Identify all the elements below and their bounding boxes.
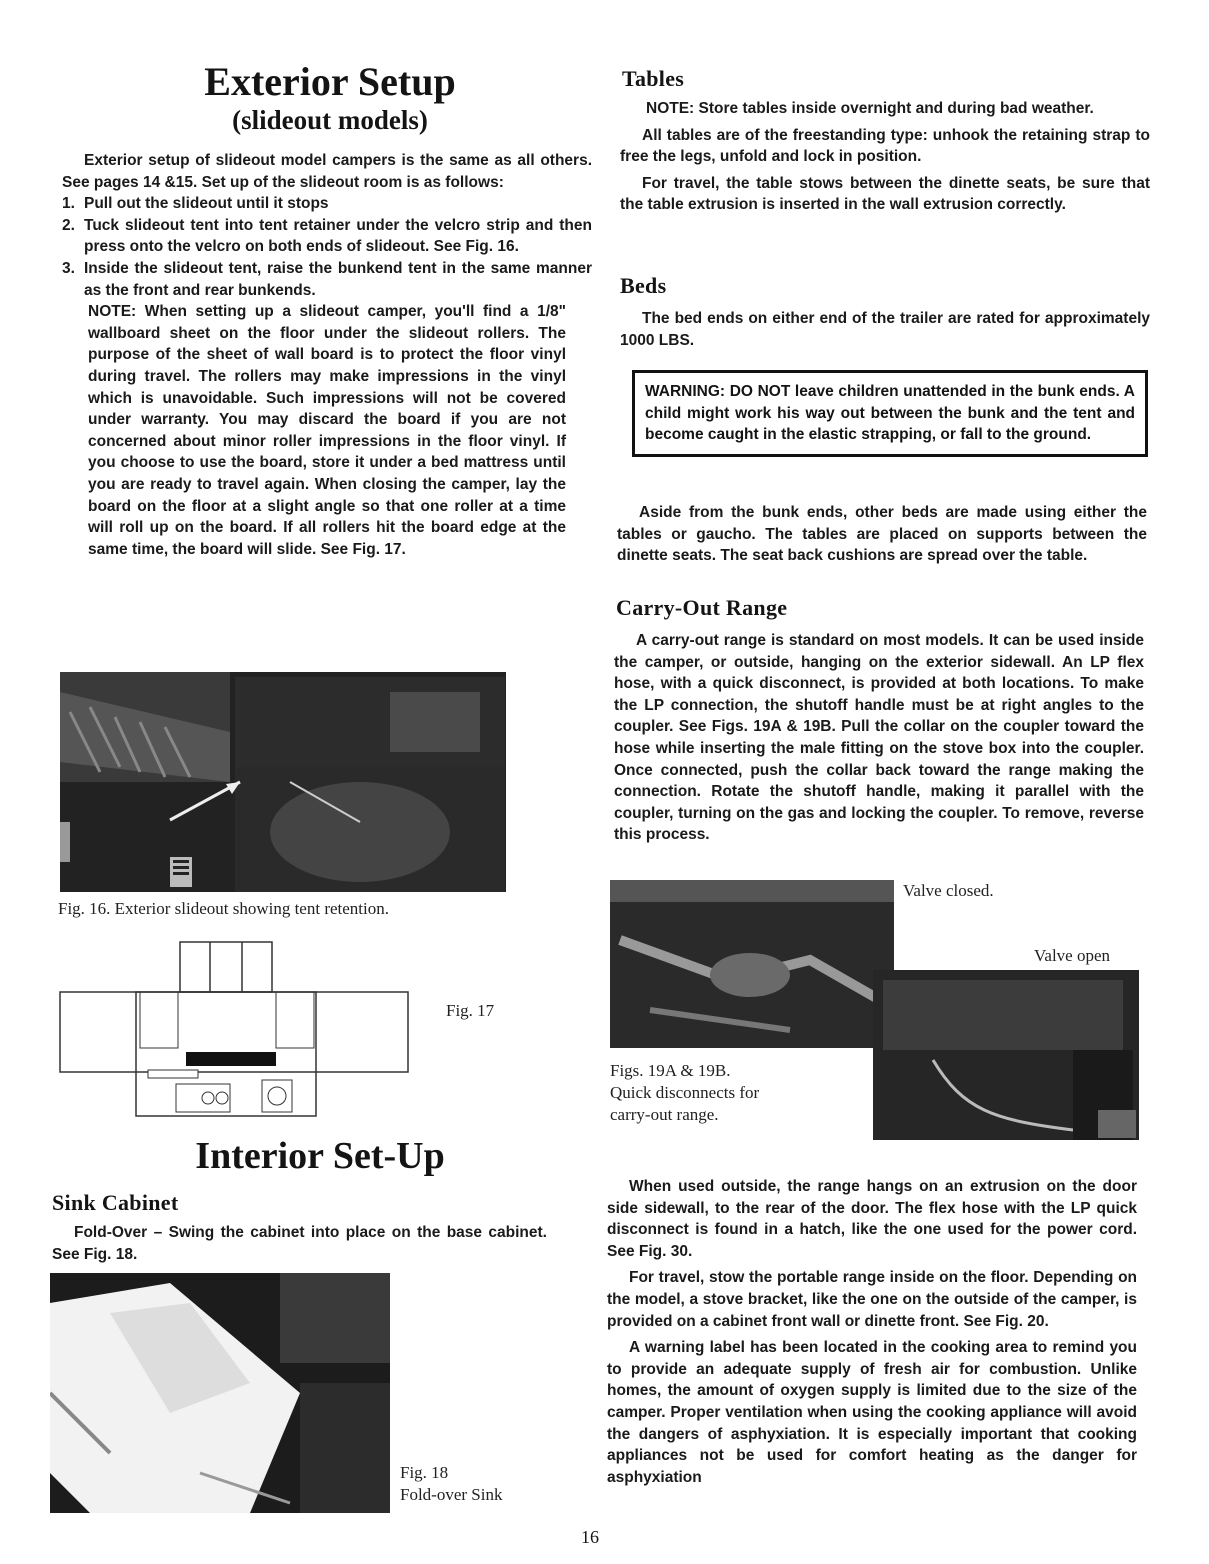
slideout-tent-image: [60, 672, 506, 892]
tables-heading: Tables: [622, 66, 685, 91]
beds-heading: Beds: [620, 273, 667, 298]
tables-note: NOTE: Store tables inside overnight and during bad weather.: [646, 100, 1094, 117]
range-p4: A warning label has been located in the cooking area to remind you to provide an adequate supply of fresh air for combustion. Unlike homes, the amount of oxygen supply is limited due to the size of the camper. Proper ventilation when using the cooking appliance will avoid the dangers of asphyxiation. It is especially important that cooking appliances not be used for comfort heating as the danger for asphyxiation: [607, 1339, 1137, 1486]
carry-out-range-heading: Carry-Out Range: [616, 595, 788, 620]
floorplan-image: [58, 940, 418, 1125]
beds-body-2: [617, 502, 1147, 567]
beds-body: [620, 308, 1150, 351]
fig18-caption-line1: Fig. 18: [400, 1463, 449, 1482]
fig16-caption: Fig. 16. Exterior slideout showing tent retention.: [58, 899, 389, 918]
fig19-caption-line1: Figs. 19A & 19B.: [610, 1061, 731, 1080]
range-body: [614, 630, 1144, 846]
slideout-note: NOTE: When setting up a slideout camper, you'll find a 1/8" wallboard sheet on the floor under the slideout rollers. The purpose of the sheet of wall board is to protect the floor vinyl during travel. The rollers may make impressions in the vinyl which is unavoidable. Such impressions will not be covered under warranty. You may discard the board if you are not concerned about minor roller impressions in the floor vinyl. If you choose to use the board, store it under a bed mattress until you are ready to travel again. When closing the camper, lay the board on the floor at a slight angle so that one roller at a time will roll up on the board. If all rollers hit the board edge at the same time, the board will slide. See Fig. 17.: [88, 303, 566, 558]
range-p1: A carry-out range is standard on most models. It can be used inside the camper, or outside, hanging on the exterior sidewall. An LP flex hose, with a quick disconnect, is provided at both locations. To make the LP connection, the shutoff handle must be at right angles to the coupler. See Figs. 19A & 19B. Pull the collar on the coupler toward the hose while inserting the male fitting on the stove box into the coupler. Once connected, push the collar back toward the range making the connection. Rotate the shutoff handle, making it parallel with the coupler, turning on the gas and locking the coupler. To remove, reverse this process.: [614, 632, 1144, 844]
page-number: 16: [581, 1527, 599, 1547]
exterior-steps: [62, 193, 592, 301]
step-1: 1. Pull out the slideout until it stops: [62, 195, 329, 213]
valve-open-label: Valve open: [1034, 946, 1111, 965]
fig19-caption: [610, 1060, 840, 1126]
fig17-caption: Fig. 17: [446, 1001, 495, 1020]
exterior-intro: Exterior setup of slideout model campers is the same as all others. See pages 14 &15. Set up of the slideout room is as follows:: [62, 152, 592, 191]
tables-p1: All tables are of the freestanding type: unhook the retaining strap to free the legs, unfold and lock in position.: [620, 126, 1150, 166]
fold-over-sink-image: [50, 1273, 390, 1513]
bunk-warning-box: WARNING: DO NOT leave children unattended in the bunk ends. A child might work his way out between the bunk and the tent and become caught in the elastic strapping, or fall to the ground.: [632, 370, 1148, 457]
beds-p1: The bed ends on either end of the trailer are rated for approximately 1000 LBS.: [620, 310, 1150, 349]
exterior-setup-title: Exterior Setup: [204, 59, 456, 104]
exterior-setup-subtitle: (slideout models): [232, 105, 428, 135]
range-p3: For travel, stow the portable range inside on the floor. Depending on the model, a stove bracket, like the one on the outside of the camper, is provided on a cabinet front wall or dinette front. See Fig. 20.: [607, 1269, 1137, 1330]
step-2: 2. Tuck slideout tent into tent retainer under the velcro strip and then press onto the velcro on both ends of slideout. See Fig. 16.: [62, 216, 592, 256]
fig19b-photo: [873, 970, 1139, 1140]
tables-body: [620, 98, 1150, 216]
sink-cabinet-body: [52, 1222, 547, 1265]
fig19-caption-line2: Quick disconnects for: [610, 1083, 760, 1102]
fig19-caption-line3: carry-out range.: [610, 1105, 719, 1124]
fig18-caption: [400, 1462, 560, 1506]
fig17-diagram: [58, 940, 418, 1125]
tables-p2: For travel, the table stows between the dinette seats, be sure that the table extrusion is inserted in the wall extrusion correctly.: [620, 174, 1150, 214]
valve-closed-image: [610, 880, 894, 1048]
valve-closed-label: Valve closed.: [903, 881, 994, 900]
fig18-caption-line2: Fold-over Sink: [400, 1485, 503, 1504]
sink-cabinet-heading: Sink Cabinet: [52, 1190, 179, 1215]
fig19a-photo: [610, 880, 894, 1048]
exterior-setup-body: [62, 150, 592, 560]
step-3: 3. Inside the slideout tent, raise the bunkend tent in the same manner as the front and rear bunkends.: [62, 259, 592, 299]
interior-setup-title: Interior Set-Up: [195, 1135, 445, 1177]
range-p2: When used outside, the range hangs on an extrusion on the door side sidewall, to the rear of the door. The flex hose with the LP quick disconnect is found in a hatch, like the one used for the power cord. See Fig. 30.: [607, 1178, 1137, 1260]
sink-cabinet-text: Fold-Over – Swing the cabinet into place on the base cabinet. See Fig. 18.: [52, 1224, 547, 1263]
beds-p2: Aside from the bunk ends, other beds are made using either the tables or gaucho. The tables are placed on supports between the dinette seats. The seat back cushions are spread over the table.: [617, 504, 1147, 565]
fig16-photo: [60, 672, 506, 892]
valve-open-image: [873, 970, 1139, 1140]
fig18-photo: [50, 1273, 390, 1513]
range-body-2: [607, 1176, 1137, 1488]
